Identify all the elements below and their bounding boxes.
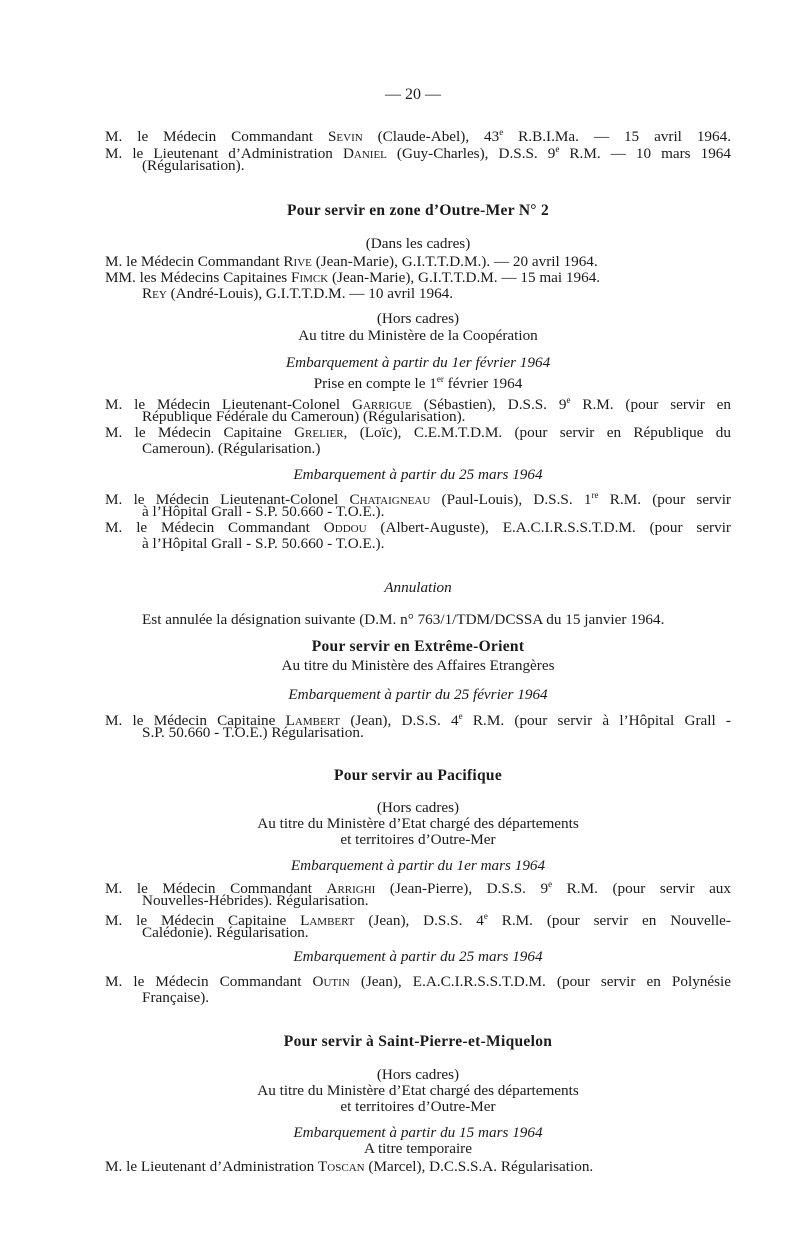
entry-oddou: M. le Médecin Commandant Oddou (Albert-Auguste), E.A.C.I.R.S.S.T.D.M. (pour servir — [105, 519, 731, 536]
annulation-title: Annulation — [384, 579, 452, 596]
entry-continuation: à l’Hôpital Grall - S.P. 50.660 - T.O.E.). — [142, 503, 385, 520]
entry-continuation: (Régularisation). — [142, 157, 245, 174]
entry-lambert: M. le Médecin Capitaine Lambert (Jean), D.S.S. 4e R.M. (pour servir en Nouvelle- — [105, 911, 731, 930]
section-heading-outremer: Pour servir en zone d’Outre-Mer N° 2 — [286, 202, 550, 219]
entry-continuation: Française). — [142, 989, 210, 1006]
surname: Arrighi — [326, 880, 376, 898]
subheading-hors-cadres: (Hors cadres) — [376, 799, 460, 816]
surname: Chataigneau — [349, 491, 431, 509]
entry-grelier: M. le Médecin Capitaine Grelier, (Loïc), C.E.M.T.D.M. (pour servir en République du — [105, 424, 731, 441]
entry-sevin: M. le Médecin Commandant Sevin (Claude-Abel), 43e R.B.I.Ma. — 15 avril 1964. — [105, 127, 732, 146]
subheading-ministere-cont: et territoires d’Outre-Mer — [340, 831, 496, 848]
entry-outin: M. le Médecin Commandant Outin (Jean), E.A.C.I.R.S.S.T.D.M. (pour servir en Polynésie — [105, 973, 731, 990]
entry-arrighi: M. le Médecin Commandant Arrighi (Jean-Pierre), D.S.S. 9e R.M. (pour servir aux — [105, 879, 731, 898]
embarquement-line: Embarquement à partir du 15 mars 1964 — [293, 1124, 543, 1141]
entry-rey: Rey (André-Louis), G.I.T.T.D.M. — 10 avril 1964. — [142, 285, 454, 302]
surname: Outin — [312, 973, 350, 990]
entry-continuation: S.P. 50.660 - T.O.E.) Régularisation. — [142, 724, 364, 741]
embarquement-line: Embarquement à partir du 25 février 1964 — [288, 686, 548, 703]
surname: Lambert — [300, 912, 355, 930]
subheading-ministere: Au titre du Ministère des Affaires Etrangères — [281, 657, 555, 674]
subheading-dans-cadres: (Dans les cadres) — [365, 235, 471, 252]
section-heading-spm: Pour servir à Saint-Pierre-et-Miquelon — [283, 1033, 553, 1050]
entry-continuation: à l’Hôpital Grall - S.P. 50.660 - T.O.E.). — [142, 535, 385, 552]
surname: Rive — [283, 253, 312, 270]
surname: Fimck — [291, 269, 329, 286]
subheading-titre-temporaire: A titre temporaire — [364, 1140, 472, 1157]
embarquement-line: Embarquement à partir du 25 mars 1964 — [293, 948, 543, 965]
subheading-ministere-cont: et territoires d’Outre-Mer — [340, 1098, 496, 1115]
entry-toscan: M. le Lieutenant d’Administration Toscan (Marcel), D.C.S.S.A. Régularisation. — [105, 1158, 594, 1175]
section-heading-extreme-orient: Pour servir en Extrême-Orient — [311, 638, 525, 655]
subheading-ministere: Au titre du Ministère d’Etat chargé des départements — [257, 815, 579, 832]
embarquement-line: Embarquement à partir du 1er février 1964 — [285, 354, 551, 371]
prise-en-compte: Prise en compte le 1er février 1964 — [313, 374, 523, 393]
entry-continuation: Calédonie). Régularisation. — [142, 924, 309, 941]
surname: Oddou — [323, 519, 367, 536]
section-heading-pacifique: Pour servir au Pacifique — [333, 767, 503, 784]
subheading-ministere: Au titre du Ministère de la Coopération — [298, 327, 538, 344]
entry-continuation: République Fédérale du Cameroun) (Régularisation). — [142, 408, 466, 425]
surname: Daniel — [342, 145, 387, 163]
surname: Sevin — [327, 128, 363, 146]
subheading-hors-cadres: (Hors cadres) — [376, 1066, 460, 1083]
surname: Toscan — [318, 1158, 365, 1175]
entry-chataigneau: M. le Médecin Lieutenant-Colonel Chataigneau (Paul-Louis), D.S.S. 1re R.M. (pour servir — [105, 490, 731, 509]
entry-garrigue: M. le Médecin Lieutenant-Colonel Garrigue (Sébastien), D.S.S. 9e R.M. (pour servir en — [105, 395, 731, 414]
entry-rive: M. le Médecin Commandant Rive (Jean-Marie), G.I.T.T.D.M.). — 20 avril 1964. — [105, 253, 598, 270]
entry-continuation: Cameroun). (Régularisation.) — [142, 440, 321, 457]
annulation-text: Est annulée la désignation suivante (D.M. n° 763/1/TDM/DCSSA du 15 janvier 1964. — [142, 611, 665, 628]
entry-fimck: MM. les Médecins Capitaines Fimck (Jean-Marie), G.I.T.T.D.M. — 15 mai 1964. — [105, 269, 601, 286]
surname: Garrigue — [352, 396, 412, 414]
surname: Grelier — [294, 424, 344, 441]
subheading-ministere: Au titre du Ministère d’Etat chargé des départements — [257, 1082, 579, 1099]
entry-lambert: M. le Médecin Capitaine Lambert (Jean), D.S.S. 4e R.M. (pour servir à l’Hôpital Grall - — [105, 711, 731, 730]
embarquement-line: Embarquement à partir du 1er mars 1964 — [290, 857, 546, 874]
subheading-hors-cadres: (Hors cadres) — [376, 310, 460, 327]
surname: Rey — [142, 285, 167, 302]
surname: Lambert — [285, 712, 341, 730]
entry-daniel: M. le Lieutenant d’Administration Daniel (Guy-Charles), D.S.S. 9e R.M. — 10 mars 1964 — [105, 144, 731, 163]
entry-continuation: Nouvelles-Hébrides). Régularisation. — [142, 892, 369, 909]
embarquement-line: Embarquement à partir du 25 mars 1964 — [293, 466, 543, 483]
page-number: — 20 — — [385, 86, 441, 103]
